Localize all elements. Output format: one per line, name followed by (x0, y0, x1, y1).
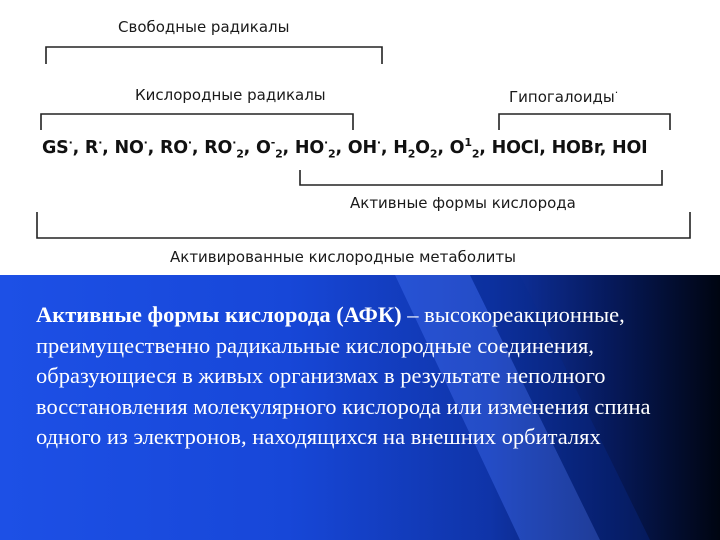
species-item: $HO^\cdot_2$, (294, 136, 348, 161)
species-list (42, 136, 647, 160)
species-item: NO·, (114, 136, 160, 158)
species-item: $O_2$, (415, 137, 450, 161)
definition-body: высокореакционные, преимущественно радикальные кислородные соединения, образующиеся в живых организмах в результате неполного восстановления молекулярного кислорода или изменения спина одного из электронов, находящихся на внешних орбиталях (36, 302, 651, 449)
species-item: $O^1_2$, (449, 136, 492, 161)
species-item: HOI (612, 137, 648, 158)
hypohalides-bracket (499, 114, 670, 130)
species-item: GS·, (42, 136, 85, 158)
oxygen-radicals-bracket (41, 114, 353, 130)
free-radicals-label: Свободные радикалы (118, 18, 290, 36)
species-item: $RO^\cdot_2$, (204, 136, 256, 161)
species-item: RO·, (159, 136, 205, 158)
species-item: $H_2$ (393, 137, 416, 161)
activated-metabolites-label: Активированные кислородные метаболиты (170, 248, 516, 266)
active-forms-bracket (300, 170, 662, 185)
hypohalides-label: Гипогалоиды· (509, 86, 619, 106)
oxygen-radicals-label: Кислородные радикалы (135, 86, 326, 104)
definition-dash: – (401, 302, 419, 327)
species-item: R·, (84, 136, 115, 158)
species-item: HOCl, (491, 137, 552, 158)
definition-term: Активные формы кислорода (АФК) (36, 302, 402, 327)
definition-text (36, 300, 706, 453)
species-item: OH·, (347, 136, 394, 158)
free-radicals-bracket (46, 47, 382, 64)
metabolites-bracket (37, 212, 690, 238)
species-item: $O^-_2$, (256, 136, 295, 161)
active-forms-label: Активные формы кислорода (350, 194, 576, 212)
species-item: HOBr, (551, 137, 613, 158)
